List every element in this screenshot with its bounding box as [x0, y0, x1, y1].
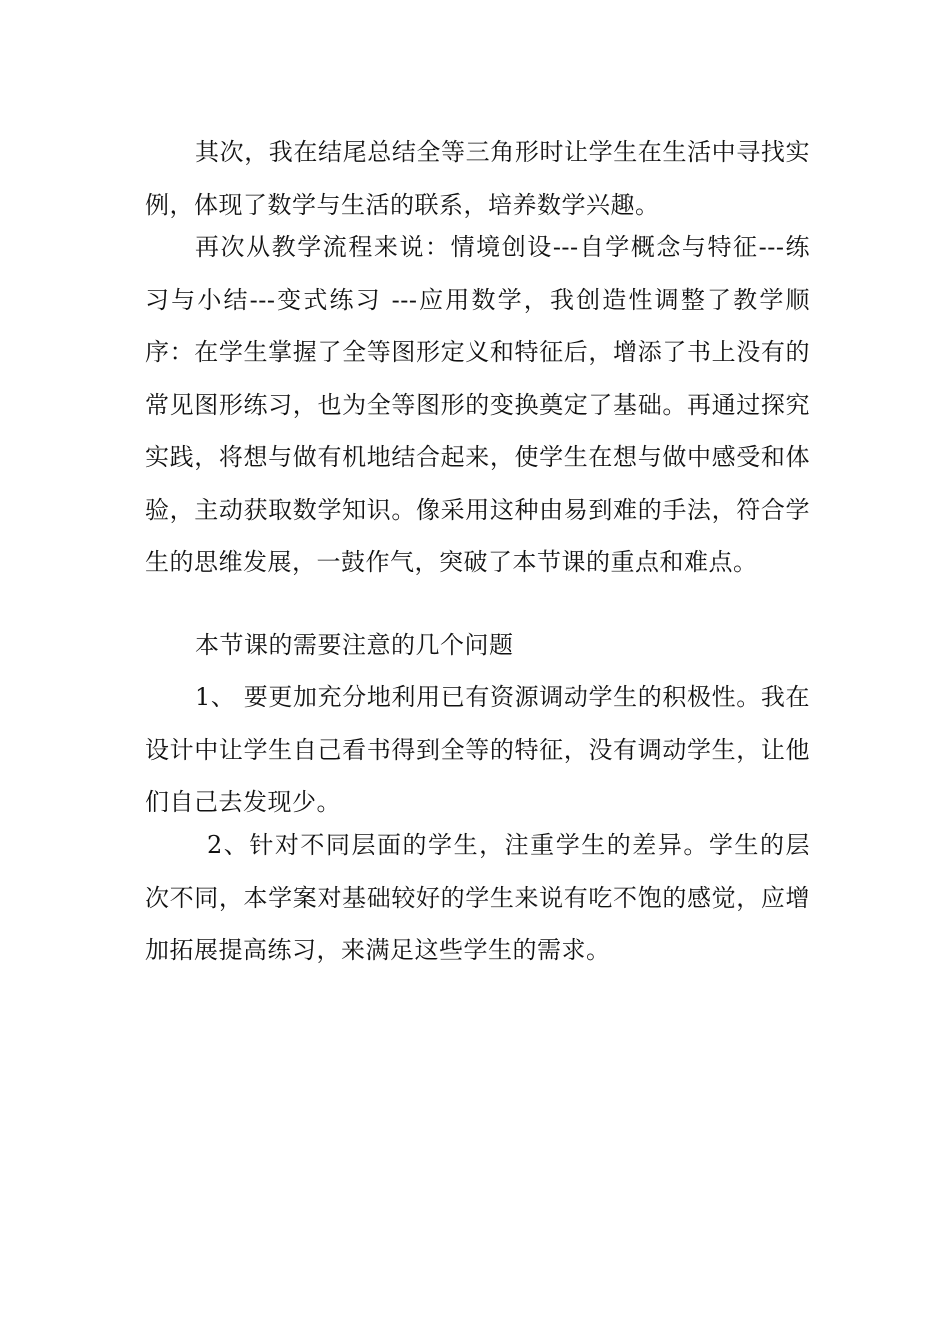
paragraph-issue-1: 1、 要更加充分地利用已有资源调动学生的积极性。我在设计中让学生自己看书得到全等的特征，没有调动学生，让他们自己去发现少。 [145, 683, 810, 816]
paragraph-teaching-process: 再次从教学流程来说：情境创设---自学概念与特征---练习与小结---变式练习 ---应用数学，我创造性调整了教学顺序：在学生掌握了全等图形定义和特征后，增添了书上没有的常见图形练习，也为全等图形的变换奠定了基础。再通过探究实践，将想与做有机地结合起来，使学生在想与做中感受和体验，主动获取数学知识。像采用这种由易到难的手法，符合学生的思维发展，一鼓作气，突破了本节课的重点和难点。 [145, 233, 810, 576]
paragraph-issues-heading: 本节课的需要注意的几个问题 [195, 631, 514, 659]
paragraph-summary-examples: 其次，我在结尾总结全等三角形时让学生在生活中寻找实例，体现了数学与生活的联系，培养数学兴趣。 [145, 138, 810, 219]
paragraph-issue-2: 2、针对不同层面的学生，注重学生的差异。学生的层次不同，本学案对基础较好的学生来说有吃不饱的感觉，应增加拓展提高练习，来满足这些学生的需求。 [145, 831, 810, 964]
